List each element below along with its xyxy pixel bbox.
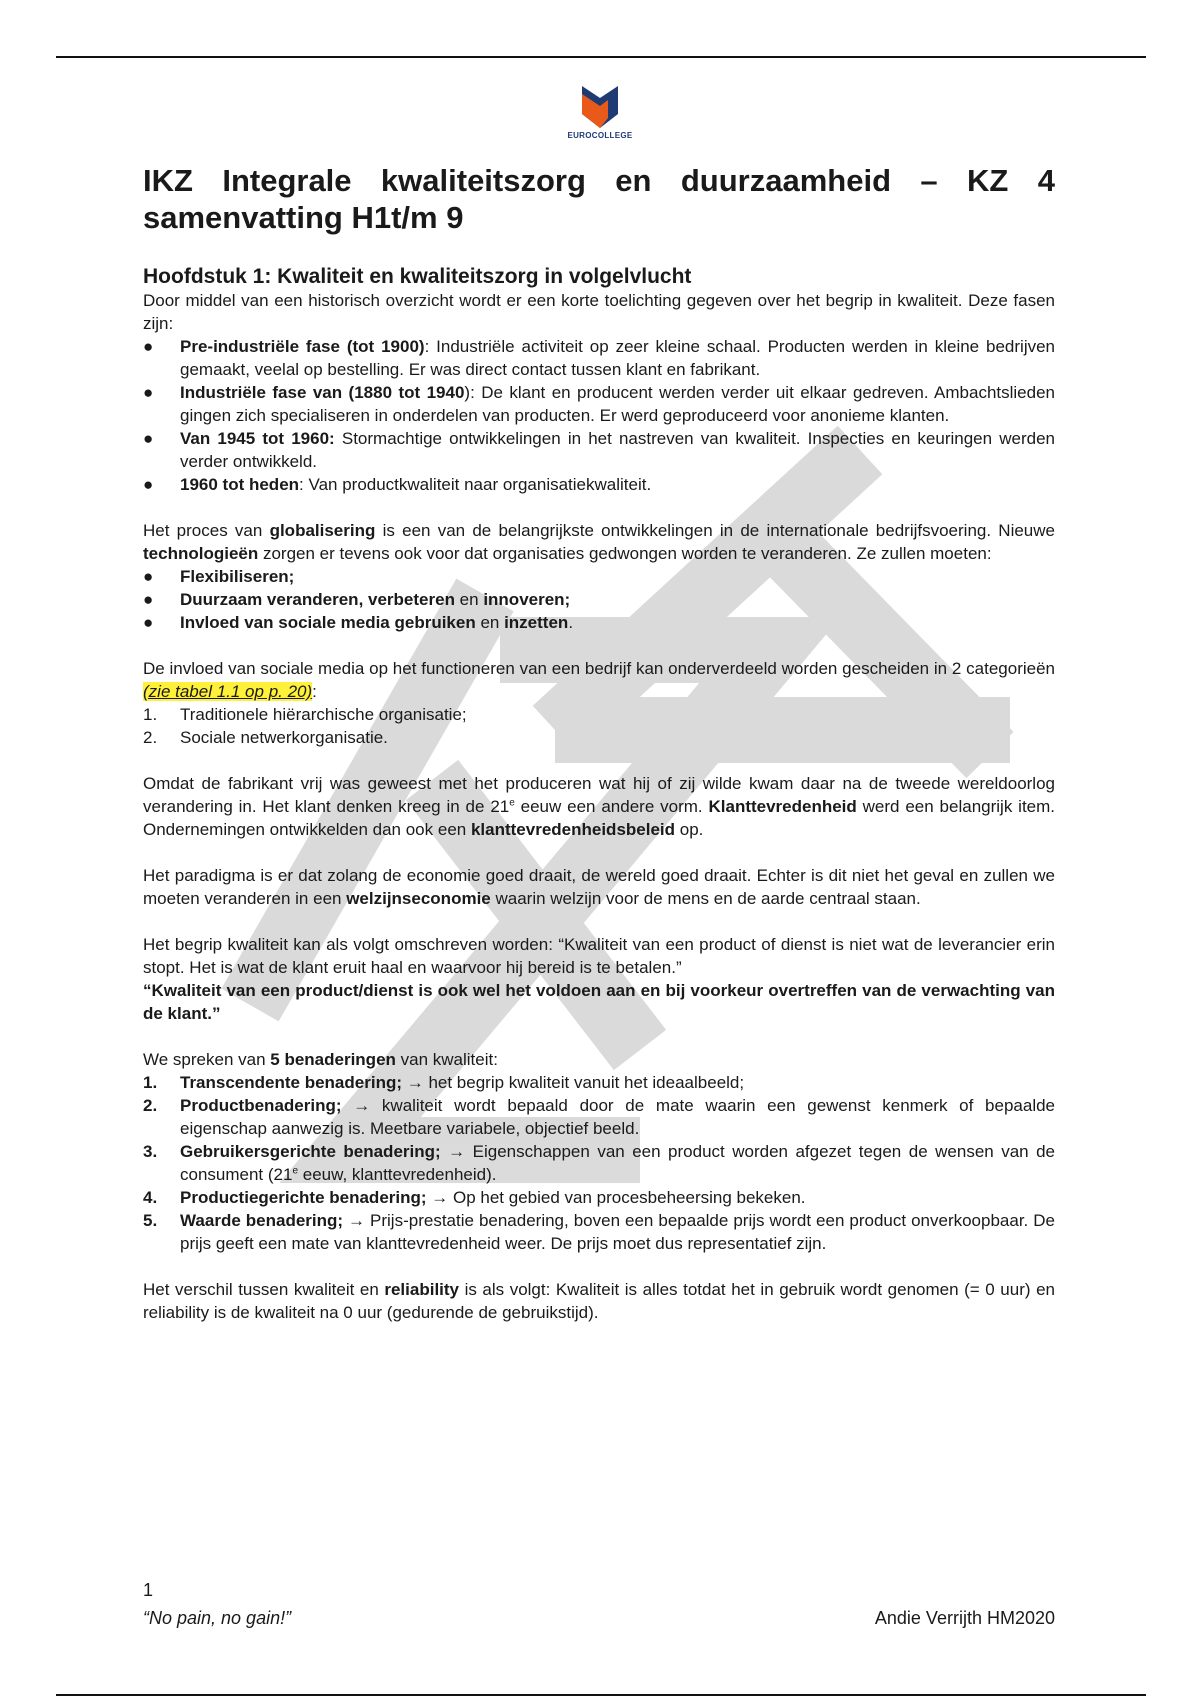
categorieen-list	[143, 703, 1055, 749]
page-number: 1	[143, 1580, 154, 1600]
bullet-icon: ●	[143, 429, 154, 448]
categorie-item: 2. Sociale netwerkorganisatie.	[143, 728, 388, 747]
phase-text: ): De klant en producent werden verder uit elkaar gedreven. Ambachtslieden gingen zich specialiseren in onderdelen van producten. Er werd geproduceerd voor anonieme klanten.	[180, 383, 1056, 425]
moeten-item: ● Duurzaam veranderen, verbeteren en innoveren;	[143, 590, 571, 609]
document-title: IKZ Integrale kwaliteitszorg en duurzaamheid – KZ 4 samenvatting H1t/m 9	[143, 163, 1055, 235]
eurocollege-logo-icon	[578, 84, 622, 130]
moeten-item: ● Invloed van sociale media gebruiken en inzetten.	[143, 613, 574, 632]
bullet-icon: ●	[143, 383, 154, 402]
phases-list	[143, 335, 1055, 496]
benadering-item: 4. Productiegerichte benadering; → Op het gebied van procesbeheersing bekeken.	[143, 1188, 806, 1207]
benadering-item: 3. Gebruikersgerichte benadering; → Eigenschappen van een product worden afgezet tegen de wensen van de consument (21e eeuw, klanttevredenheid).	[143, 1142, 1056, 1184]
phase-text: Stormachtige ontwikkelingen in het nastreven van kwaliteit. Inspecties en keuringen werden verder ontwikkeld.	[180, 429, 1055, 471]
bullet-icon: ●	[143, 613, 154, 632]
page-footer	[143, 1608, 1055, 1629]
logo-text: EUROCOLLEGE	[567, 131, 633, 140]
top-rule	[56, 56, 1146, 58]
phase-title: 1960 tot heden	[180, 475, 300, 494]
bullet-icon: ●	[143, 590, 154, 609]
benaderingen-intro: We spreken van 5 benaderingen van kwaliteit:	[143, 1050, 498, 1069]
begrip-definition: “Kwaliteit van een product/dienst is ook wel het voldoen aan en bij voorkeur overtreffen van de verwachting van de klant.”	[143, 981, 1055, 1023]
document-content	[143, 162, 1055, 1324]
phase-item	[143, 427, 1055, 473]
begrip-paragraph: Het begrip kwaliteit kan als volgt omschreven worden: “Kwaliteit van een product of dienst is niet wat de leverancier erin stopt. Het is wat de klant eruit haal en waarvoor hij bereid is te betalen.”	[143, 935, 1055, 977]
moeten-list	[143, 565, 1055, 634]
fabrikant-paragraph: Omdat de fabrikant vrij was geweest met het produceren wat hij of zij wilde kwam daar na de tweede wereldoorlog verandering in. Het klant denken kreeg in de 21e eeuw een andere vorm. Klanttevredenheid werd een belangrijk item. Ondernemingen ontwikkelden dan ook een klanttevredenheidsbeleid op.	[143, 774, 1056, 839]
benadering-item: 5. Waarde benadering; → Prijs-prestatie benadering, boven een bepaalde prijs wordt een product onverkoopbaar. De prijs geeft een mate van klanttevredenheid weer. De prijs moet dus representatief zijn.	[143, 1211, 1055, 1253]
benadering-item: 2. Productbenadering; → kwaliteit wordt bepaald door de mate waarin een gewenst kenmerk of bepaalde eigenschap aanwezig is. Meetbare variabele, objectief beeld.	[143, 1096, 1055, 1138]
reliability-paragraph: Het verschil tussen kwaliteit en reliability is als volgt: Kwaliteit is alles totdat het in gebruik wordt genomen (= 0 uur) en reliability is de kwaliteit na 0 uur (gedurende de gebruikstijd).	[143, 1280, 1055, 1322]
footer-author: Andie Verrijth HM2020	[874, 1608, 1055, 1628]
bullet-icon: ●	[143, 337, 154, 356]
table-reference-highlight: (zie tabel 1.1 op p. 20)	[143, 682, 313, 701]
phase-item	[143, 473, 1055, 496]
phase-title: Industriële fase van (1880 tot 1940	[180, 383, 465, 402]
paradigma-paragraph: Het paradigma is er dat zolang de economie goed draait, de wereld goed draait. Echter is dit niet het geval en zullen we moeten veranderen in een welzijnseconomie waarin welzijn voor de mens en de aarde centraal staan.	[143, 866, 1055, 908]
categorie-item: 1. Traditionele hiërarchische organisatie;	[143, 705, 467, 724]
benaderingen-list	[143, 1071, 1055, 1255]
footer-quote: “No pain, no gain!”	[143, 1608, 292, 1628]
chapter-intro: Door middel van een historisch overzicht wordt er een korte toelichting gegeven over het begrip in kwaliteit. Deze fasen zijn:	[143, 291, 1055, 333]
phase-text: : Van productkwaliteit naar organisatiekwaliteit.	[299, 475, 652, 494]
bullet-icon: ●	[143, 567, 154, 586]
bottom-rule	[56, 1694, 1146, 1696]
phase-title: Pre-industriële fase (tot 1900)	[180, 337, 425, 356]
phase-text: : Industriële activiteit op zeer kleine schaal. Producten werden in kleine bedrijven gemaakt, veelal op bestelling. Er was direct contact tussen klant en fabrikant.	[180, 337, 1056, 379]
globalisering-paragraph: Het proces van globalisering is een van de belangrijkste ontwikkelingen in de internationale bedrijfsvoering. Nieuwe technologieën zorgen er tevens ook voor dat organisaties gedwongen worden te veranderen. Ze zullen moeten:	[143, 521, 1055, 563]
bullet-icon: ●	[143, 475, 154, 494]
chapter-heading: Hoofdstuk 1: Kwaliteit en kwaliteitszorg in volgelvlucht	[143, 265, 692, 288]
phase-item	[143, 381, 1055, 427]
eurocollege-logo	[560, 84, 640, 140]
moeten-item: ● Flexibiliseren;	[143, 567, 295, 586]
phase-item	[143, 335, 1055, 381]
phase-title: Van 1945 tot 1960:	[180, 429, 335, 448]
sociale-media-paragraph: De invloed van sociale media op het functioneren van een bedrijf kan onderverdeeld worden gescheiden in 2 categorieën (zie tabel 1.1 op p. 20):	[143, 659, 1055, 701]
benadering-item: 1. Transcendente benadering; → het begrip kwaliteit vanuit het ideaalbeeld;	[143, 1073, 745, 1092]
